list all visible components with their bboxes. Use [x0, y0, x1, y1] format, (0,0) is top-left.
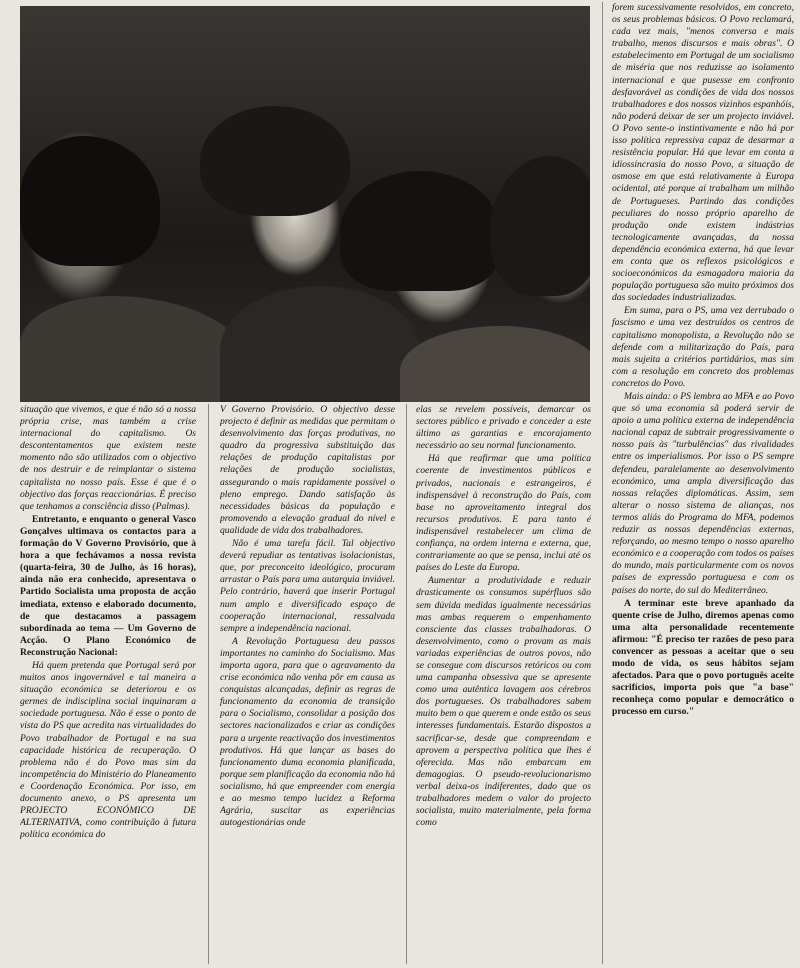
column-rule [602, 2, 603, 964]
text-column-2 [220, 404, 395, 964]
column-rule [406, 404, 407, 964]
paragraph: Mais ainda: o PS lembra ao MFA e ao Povo que só uma economia sã poderá servir de apoio a uma política externa de independência nacional capaz de subtrair progressivamente o nosso país às "turbulências" das rivalidades entre os imperialismos. Por isso o PS sempre defendeu, paralelamente ao desenvolvimento económico, uma ampla diversificação das nossas relações diplomáticas. Assim, sem alterar o nosso sistema de alianças, nos termos aliás do Programa do MFA, podemos reduzir as nossas dependências externas, reforçando, ao mesmo tempo o nosso aparelho económico e a cooperação com todos os países do mundo, mais particularmente com os novos países de expressão portuguesa e com os países do norte, do sul do Mediterrâneo. [612, 391, 794, 596]
photo-figure-center-body [220, 286, 420, 402]
paragraph: elas se revelem possíveis, demarcar os sectores público e privado e conceder a este último as garantias e encorajamento necessário ao seu normal funcionamento. [416, 404, 591, 452]
photo-figure-far-right-head [490, 156, 590, 296]
photo-figure-left-body [20, 296, 250, 402]
paragraph: Há quem pretenda que Portugal será por muitos anos ingovernável e tal maneira a situação económica se deteriorou e os germes de indisciplina social inquinaram a sociedade portuguesa. Não é esse o ponto de vista do PS que acredita nas virtualidades do Povo trabalhador de Portugal e na sua capacidade histórica de recuperação. O problema não é do Povo mas sim da incompetência do Ministério do Planeamento e Coordenação Económica. Por isso, em documento anexo, o PS apresenta um PROJECTO ECONÓMICO DE ALTERNATIVA, como contribuição à futura política económica do [20, 659, 196, 841]
text-column-3 [416, 404, 591, 964]
paragraph: Não é uma tarefa fácil. Tal objectivo deverá repudiar as tentativas isolacionistas, que, por preconceito ideológico, procuram arrastar o País para uma autarquia inviável. Pelo contrário, haverá que inserir Portugal num amplo e diversificado espaço de cooperação internacional, ressalvada sempre a independência nacional. [220, 538, 395, 634]
text-column-4 [612, 2, 794, 964]
article-photo [20, 6, 590, 402]
paragraph: A terminar este breve apanhado da quente crise de Julho, diremos apenas como uma alta personalidade recentemente afirmou: "É preciso ter razões de peso para convencer as pessoas a aceitar que o seu modo de vida, os seus hábitos sejam afectados. Para que o povo português aceite sacrifícios, importa pois que "a base" reconheça como popular e democrático o processo em curso." [612, 597, 794, 718]
photo-figure-right-body [400, 326, 590, 402]
paragraph: Entretanto, e enquanto o general Vasco Gonçalves ultimava os contactos para a formação do V Governo Provisório, que à hora a que fechávamos a nossa revista (quarta-feira, 30 de Julho, às 16 horas), ainda não era conhecido, apresentava o Partido Socialista uma proposta de acção imediata, extenso e elaborado documento, de que destacamos a passagem subordinada ao tema — Um Governo de Acção. O Plano Económico de Reconstrução Nacional: [20, 513, 196, 658]
paragraph: Em suma, para o PS, uma vez derrubado o fascismo e uma vez destruídos os centros de capitalismo monopolista, a Revolução não se defende com a militarização do País, para mais sujeita a critérios partidários, mas sim com a resolução em concreto dos problemas concretos do Povo. [612, 305, 794, 389]
paragraph: Aumentar a produtividade e reduzir drasticamente os consumos supérfluos são sem dúvida medidas igualmente necessárias mas ambas requerem o empenhamento consciente das classes trabalhadoras. O desenvolvimento, como o provam as mais variadas experiências de outros povos, não se consegue com discursos retóricos ou com uma campanha obsessiva que se apresente como uma autêntica lavagem aos cérebros dos portugueses. Os trabalhadores sabem muito bem o que querem e onde estão os seus interesses fundamentais. Estarão dispostos a sacrificar-se, desde que compreendam e aprovem a perspectiva política que lhes é oferecida. Mas não embarcam em demagogias. O pseudo-revolucionarismo verbal deixa-os indiferentes, dado que os trabalhadores medem o valor do projecto socialista, muito materialmente, pela forma como [416, 575, 591, 829]
column-rule [208, 404, 209, 964]
photo-figure-left-head [20, 136, 160, 266]
paragraph: forem sucessivamente resolvidos, em concreto, os seus problemas básicos. O Povo reclamará, cada vez mais, "menos conversa e mais trabalho, menos discursos e mais obras". O estabelecimento em Portugal de um socialismo de miséria que nos reduzisse ao isolamento internacional e que pusesse em confronto desfavorável as condições de vida dos nossos trabalhadores e dos nossos vizinhos espanhóis, não poderá deixar de ser um projecto inviável. O Povo sente-o instintivamente e não há por isso política repressiva capaz de desarmar a resistência popular. Há que levar em conta a idiossincrasia do nosso Povo, a situação de osmose em que está relativamente à Europa ocidental, até porque aí trabalham um milhão de Portugueses. Partindo das condições peculiares do nosso próprio aparelho de produção onde existem indústrias tecnologicamente avançadas, da nossa dependência económica externa, há que levar em conta que os reflexos psicológicos e socioeconómicos da esmagadora maioria da população portuguesa são muito próximos dos das sociedades industrializadas. [612, 2, 794, 304]
photo-figure-center-head [200, 106, 350, 216]
paragraph: situação que vivemos, e que é não só a nossa própria crise, mas também a crise internacional do capitalismo. Os descontentamentos que existem neste momento não são utilizados com o objectivo de nos destruir e de reimplantar o sistema capitalista no nosso país. Esse é que é o objectivo das forças reaccionárias. É preciso que tenhamos a consciência disso (Palmas). [20, 404, 196, 512]
paragraph: V Governo Provisório. O objectivo desse projecto é definir as medidas que permitam o desenvolvimento das forças produtivas, no quadro da progressiva substituição das relações de produção capitalistas por relações de produção socialistas, assegurando o mais rapidamente possível o pleno emprego. Dando satisfação às necessidades básicas da população e promovendo a elevação gradual do nível e qualidade de vida dos trabalhadores. [220, 404, 395, 536]
photo-figure-right-head [340, 171, 500, 291]
paragraph: A Revolução Portuguesa deu passos importantes no caminho do Socialismo. Mas importa agora, para que o agravamento da crise económica não venha pôr em causa as conquistas alcançadas, definir as regras de funcionamento da economia de transição para o Socialismo, consolidar a posição dos sectores nacionalizados e criar as condições para a urgente reactivação dos investimentos produtivos. Há que lançar as bases do funcionamento duma economia planificada, porque sem planificação da economia não há socialismo, há que empreender com energia e ao mesmo tempo lucidez a Reforma Agrária, suscitar as experiências autogestionárias onde [220, 635, 395, 829]
paragraph: Há que reafirmar que uma política coerente de investimentos públicos e privados, nacionais e estrangeiros, é indispensável à reconstrução do País, com base no aproveitamento integral dos recursos produtivos. E para tanto é indispensável restabelecer um clima de confiança, na ordem interna e externa, que, contrariamente ao que se pensa, inclui até os países do Leste da Europa. [416, 453, 591, 574]
text-column-1 [20, 404, 196, 964]
